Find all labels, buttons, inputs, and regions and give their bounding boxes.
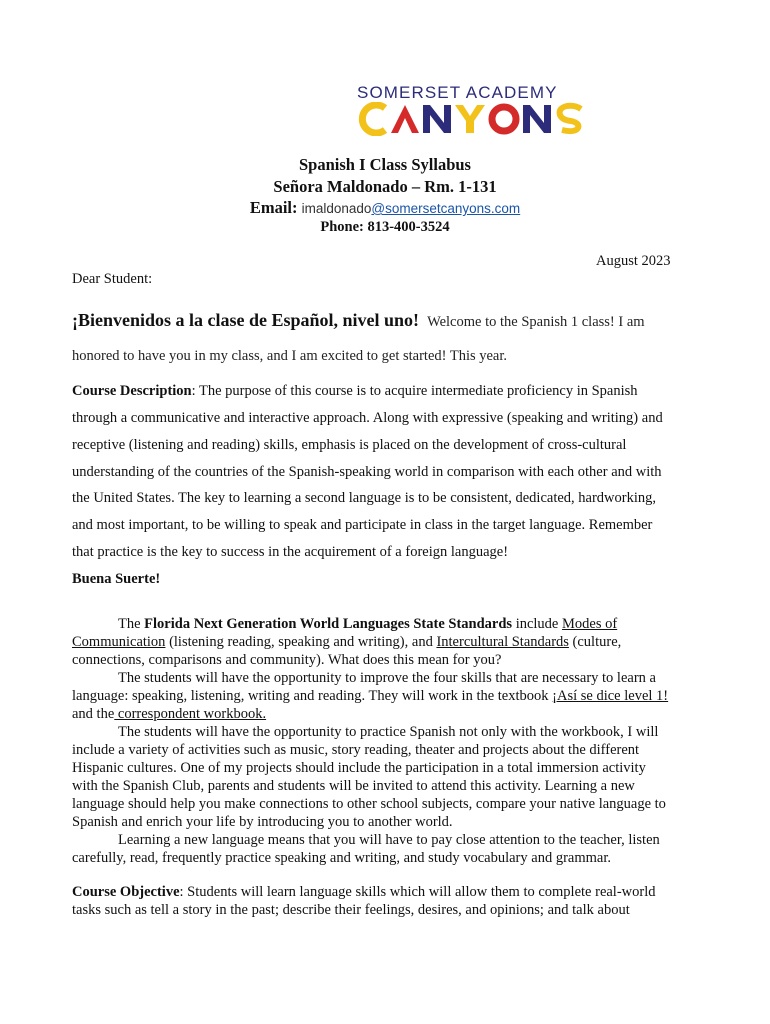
activities-line: Spanish and enrich your life by introducing you to another world. [72, 814, 453, 830]
welcome-text: Welcome to the Spanish 1 class! I am [427, 314, 645, 330]
modes-of-communication: Modes of [562, 616, 618, 632]
course-objective-line [72, 884, 656, 901]
syllabus-title: Spanish I Class Syllabus [299, 155, 471, 174]
email-line [0, 198, 770, 218]
skills-line [72, 706, 266, 723]
activities-line: include a variety of activities such as music, story reading, theater and projects about the different [72, 742, 640, 758]
welcome-heading: ¡Bienvenidos a la clase de Español, nivel uno! [72, 310, 420, 330]
modes-of-communication-2: Communication [72, 634, 166, 650]
skills-text: language: speaking, listening, writing and reading. They will work in the textbook [72, 688, 553, 704]
standards-text: include [512, 616, 562, 632]
teacher-line: Señora Maldonado – Rm. 1-131 [273, 177, 497, 196]
activities-line: with the Spanish Club, parents and students will be invited to attend this activity. Learning a new [72, 778, 635, 794]
intercultural-standards: Intercultural Standards [436, 634, 569, 650]
activities-line: The students will have the opportunity to practice Spanish not only with the workbook, I will [118, 724, 659, 740]
course-description-line: receptive (listening and reading) skills, emphasis is placed on the development of cross-cultural [72, 437, 627, 453]
logo-canyons-graphic [355, 102, 617, 136]
standards-line [72, 634, 621, 651]
objective-text: : Students will learn language skills which will allow them to complete real-world [179, 884, 656, 900]
workbook-text: correspondent workbook. [114, 706, 267, 722]
course-description-line: the United States. The key to learning a second language is to be consistent, dedicated, hardworking, [72, 490, 657, 506]
standards-name: Florida Next Generation World Languages State Standards [144, 616, 513, 632]
course-objective-line: tasks such as tell a story in the past; describe their feelings, desires, and opinions; and talk about [72, 902, 630, 918]
logo-letter-n2 [523, 105, 551, 133]
course-objective-label: Course Objective [72, 884, 180, 900]
school-logo [355, 84, 617, 136]
learning-line: carefully, read, frequently practice speaking and writing, and study vocabulary and grammar. [72, 850, 611, 866]
course-description-line: understanding of the countries of the Spanish-speaking world in comparison with each other and with [72, 464, 662, 480]
standards-text: (listening reading, speaking and writing), and [165, 634, 437, 650]
welcome-text-2: honored to have you in my class, and I am excited to get started! This year. [72, 348, 508, 364]
skills-line: The students will have the opportunity to improve the four skills that are necessary to learn a [118, 670, 656, 686]
course-description-line: through a communicative and interactive approach. Along with expressive (speaking and writing) and [72, 410, 663, 426]
learning-line: Learning a new language means that you will have to pay close attention to the teacher, listen [118, 832, 660, 848]
activities-line: Hispanic cultures. One of my projects should include the participation in a total immersion activity [72, 760, 646, 776]
welcome-line [72, 310, 645, 331]
email-prefix: imaldonado [301, 201, 372, 216]
logo-letter-n [423, 105, 451, 133]
standards-text: (culture, [568, 634, 622, 650]
standards-line: connections, comparisons and community). What does this mean for you? [72, 652, 502, 668]
email-link[interactable]: @somersetcanyons.com [371, 201, 521, 216]
closing-phrase: Buena Suerte! [72, 571, 161, 587]
email-label: Email: [249, 198, 298, 217]
logo-top-text: SOMERSET ACADEMY [357, 83, 558, 102]
logo-letter-y [455, 105, 485, 133]
logo-letter-s [560, 106, 581, 131]
standards-text: The [118, 616, 145, 632]
description-text: : The purpose of this course is to acquire intermediate proficiency in Spanish [191, 383, 638, 399]
phone-line: Phone: 813-400-3524 [320, 219, 450, 235]
logo-letter-a [391, 105, 419, 133]
logo-letter-c [362, 105, 385, 133]
standards-line [118, 616, 617, 633]
skills-text: and the [72, 706, 115, 722]
skills-line [72, 688, 668, 705]
course-description-label: Course Description [72, 383, 192, 399]
textbook-title: ¡Así se dice level 1! [552, 688, 669, 704]
logo-letter-o [492, 107, 516, 131]
course-description-line: that practice is the key to success in the acquirement of a foreign language! [72, 544, 509, 560]
course-description-line [72, 383, 638, 400]
letter-date: August 2023 [596, 253, 671, 269]
greeting: Dear Student: [72, 271, 153, 287]
course-description-line: and most important, to be willing to speak and participate in class in the target language. Remember [72, 517, 653, 533]
activities-line: language should help you make connections to other school subjects, compare your native language to [72, 796, 666, 812]
